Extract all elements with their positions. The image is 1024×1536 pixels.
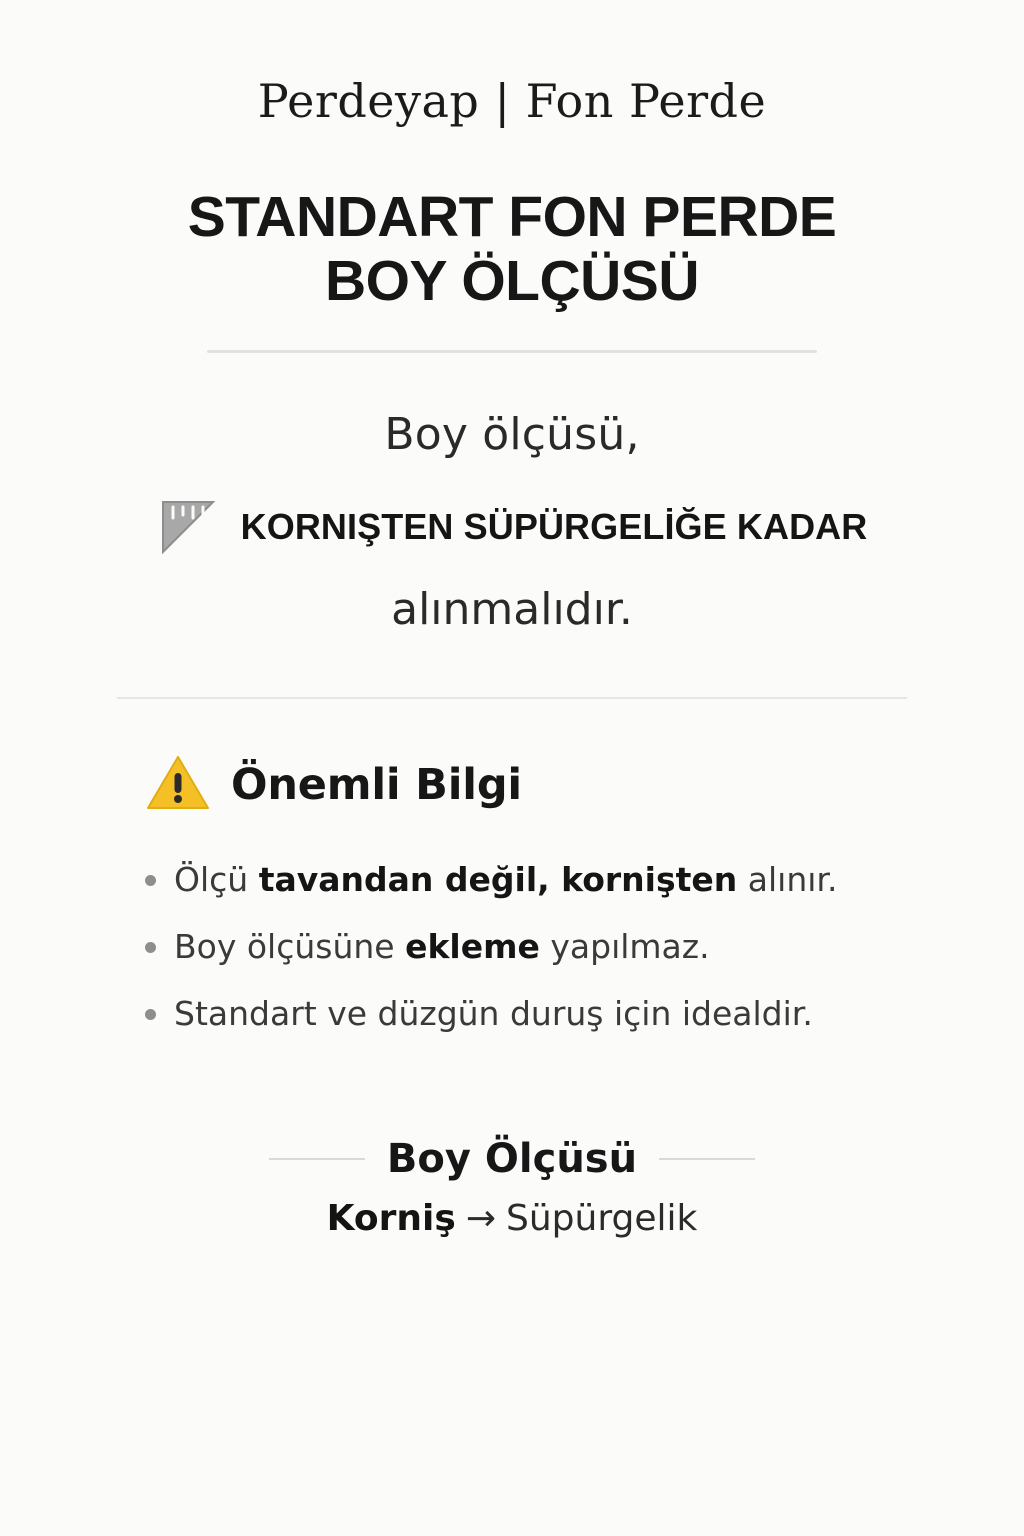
- important-notice: [117, 753, 907, 1061]
- lead-statement: [62, 409, 962, 635]
- bullet-text: Standart ve düzgün duruş için idealdir.: [174, 994, 813, 1034]
- page-title-line-1: STANDART FON PERDE: [187, 185, 837, 249]
- brand-title: Perdeyap | Fon Perde: [257, 74, 767, 128]
- page-title: [62, 186, 962, 314]
- summary-to: Süpürgelik: [505, 1198, 698, 1240]
- lead-line-3: alınmalıdır.: [391, 583, 633, 635]
- summary-header: [62, 1136, 962, 1182]
- section-divider: [117, 697, 907, 699]
- notice-bullet-list: [117, 859, 907, 1035]
- list-item: [145, 993, 907, 1034]
- warning-triangle-icon: [145, 753, 211, 817]
- summary-flow: [62, 1198, 962, 1239]
- notice-header: [117, 753, 907, 817]
- lead-line-1: Boy ölçüsü,: [384, 408, 640, 460]
- bullet-text: Boy ölçüsüne ekleme yapılmaz.: [174, 926, 710, 966]
- summary-right-rule: [659, 1158, 755, 1160]
- bullet-text: Ölçü tavandan değil, kornişten alınır.: [174, 859, 838, 899]
- bullet-dot-icon: [145, 942, 156, 953]
- measurement-summary: [62, 1136, 962, 1239]
- ruler-triangle-icon: [157, 494, 219, 560]
- summary-left-rule: [269, 1158, 365, 1160]
- list-item: [145, 859, 907, 900]
- bullet-dot-icon: [145, 1009, 156, 1020]
- page-title-line-2: BOY ÖLÇÜSÜ: [325, 248, 699, 313]
- list-item: [145, 926, 907, 967]
- bullet-dot-icon: [145, 875, 156, 886]
- lead-emphasis-row: [62, 494, 962, 560]
- lead-emphasis-text: KORNIŞTEN SÜPÜRGELİĞE KADAR: [240, 505, 868, 547]
- title-divider: [207, 350, 817, 353]
- notice-title: Önemli Bilgi: [231, 759, 522, 810]
- summary-title: Boy Ölçüsü: [386, 1136, 638, 1183]
- summary-from: Korniş: [326, 1198, 456, 1240]
- arrow-right-icon: →: [465, 1198, 496, 1240]
